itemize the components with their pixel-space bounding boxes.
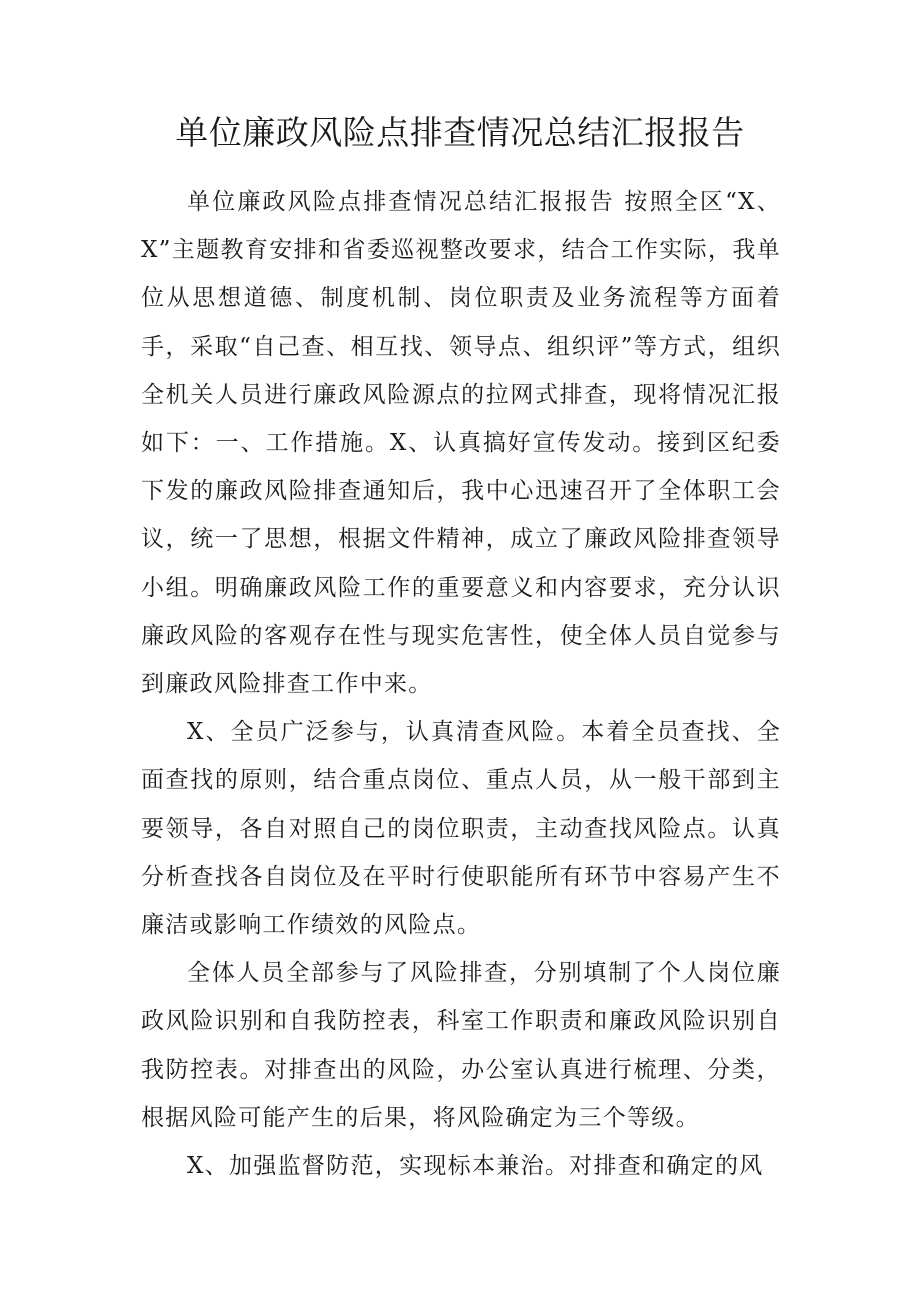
paragraph-3: 全体人员全部参与了风险排查，分别填制了个人岗位廉政风险识别和自我防控表，科室工作职责和廉政风险识别自我防控表。对排查出的风险，办公室认真进行梳理、分类，根据风险可能产生的后果，将风险确定为三个等级。 — [141, 960, 781, 1131]
document-title: 单位廉政风险点排查情况总结汇报报告 — [175, 113, 745, 152]
document-body — [141, 178, 781, 1190]
paragraph-2: X、全员广泛参与，认真清查风险。本着全员查找、全面查找的原则，结合重点岗位、重点人员，从一般干部到主要领导，各自对照自己的岗位职责，主动查找风险点。认真分析查找各自岗位及在平时行使职能所有环节中容易产生不廉洁或影响工作绩效的风险点。 — [141, 719, 781, 939]
paragraph-4: X、加强监督防范，实现标本兼治。对排查和确定的风 — [187, 1153, 764, 1180]
paragraph-1: 单位廉政风险点排查情况总结汇报报告 按照全区“X、X”主题教育安排和省委巡视整改要求，结合工作实际，我单位从思想道德、制度机制、岗位职责及业务流程等方面着手，采取“自己查、相互找、领导点、组织评”等方式，组织全机关人员进行廉政风险源点的拉网式排查，现将情况汇报如下：一、工作措施。X、认真搞好宣传发动。接到区纪委下发的廉政风险排查通知后，我中心迅速召开了全体职工会议，统一了思想，根据文件精神，成立了廉政风险排查领导小组。明确廉政风险工作的重要意义和内容要求，充分认识廉政风险的客观存在性与现实危害性，使全体人员自觉参与到廉政风险排查工作中来。 — [141, 189, 781, 698]
